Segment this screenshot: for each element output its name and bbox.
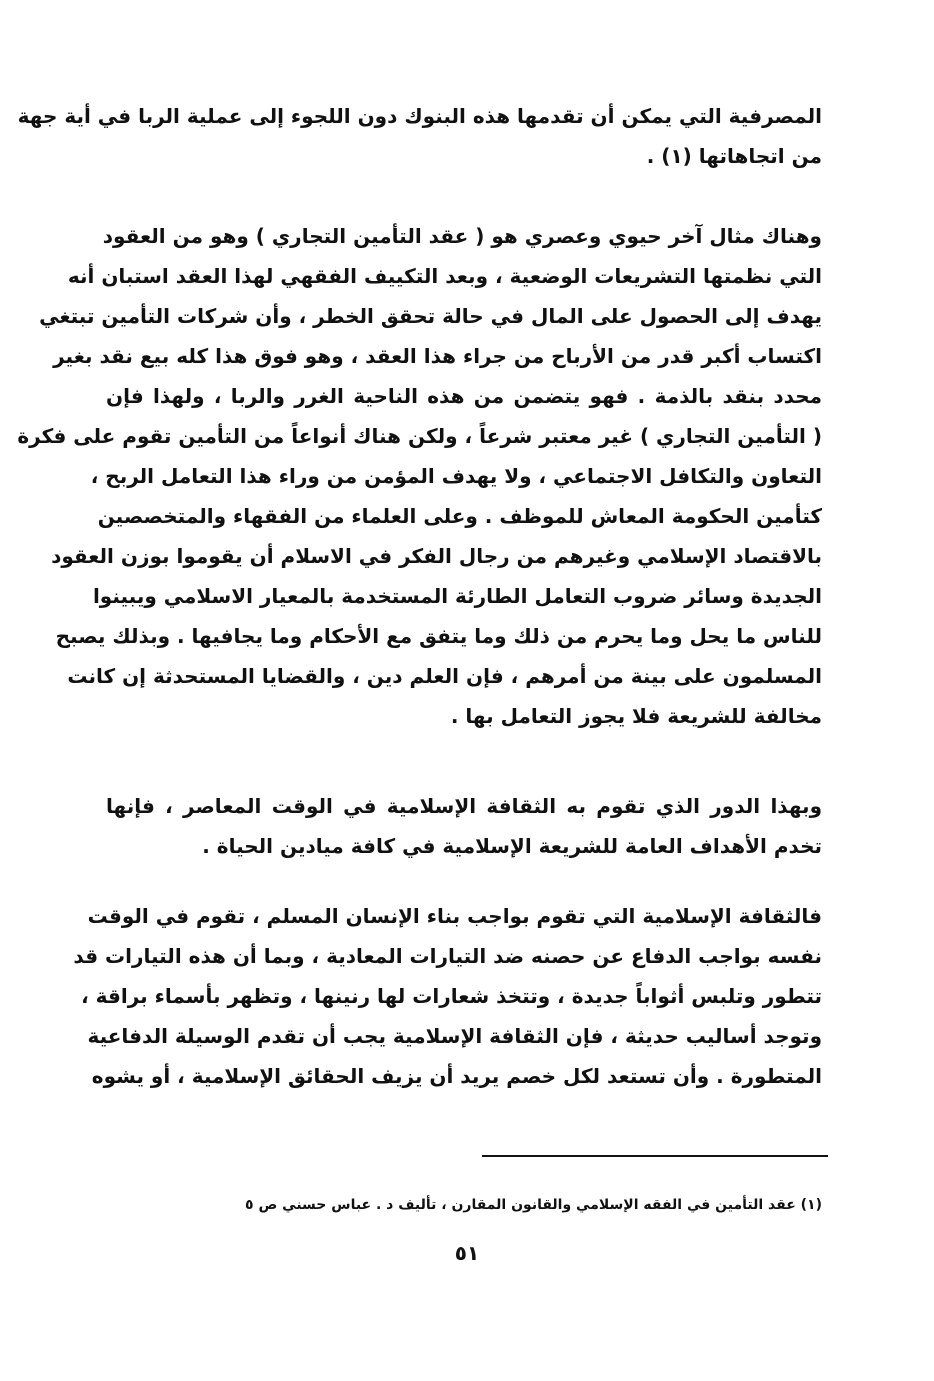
paragraph-line: فالثقافة الإسلامية التي تقوم بواجب بناء الإنسان المسلم ، تقوم في الوقت — [87, 904, 822, 928]
paragraph-line: التي نظمتها التشريعات الوضعية ، وبعد التكييف الفقهي لهذا العقد استبان أنه — [67, 264, 822, 288]
paragraph-line: تتطور وتلبس أثواباً جديدة ، وتتخذ شعارات لها رنينها ، وتظهر بأسماء براقة ، — [81, 984, 822, 1008]
paragraph-line: وهناك مثال آخر حيوي وعصري هو ( عقد التأمين التجاري ) وهو من العقود — [102, 224, 822, 248]
paragraph-line: للناس ما يحل وما يحرم من ذلك وما يتفق مع الأحكام وما يجافيها . وبذلك يصبح — [55, 624, 822, 648]
paragraph-line: من اتجاهاتها (١) . — [646, 144, 822, 168]
paragraph-line: المتطورة . وأن تستعد لكل خصم يريد أن يزيف الحقائق الإسلامية ، أو يشوه — [91, 1064, 822, 1088]
paragraph-line: اكتساب أكبر قدر من الأرباح من جراء هذا العقد ، وهو فوق هذا كله بيع نقد بغير — [53, 344, 822, 368]
paragraph-line: تخدم الأهداف العامة للشريعة الإسلامية في كافة ميادين الحياة . — [202, 834, 822, 858]
page-number: ٥١ — [454, 1241, 480, 1265]
paragraph-line: كتأمين الحكومة المعاش للموظف . وعلى العلماء من الفقهاء والمتخصصين — [97, 504, 822, 528]
paragraph-line: الجديدة وسائر ضروب التعامل الطارئة المستخدمة بالمعيار الاسلامي ويبينوا — [92, 584, 822, 608]
footnote-divider — [482, 1155, 828, 1157]
paragraph-line: مخالفة للشريعة فلا يجوز التعامل بها . — [450, 704, 822, 728]
paragraph-line: بالاقتصاد الإسلامي وغيرهم من رجال الفكر في الاسلام أن يقوموا بوزن العقود — [51, 544, 822, 568]
paragraph-line: وتوجد أساليب حديثة ، فإن الثقافة الإسلامية يجب أن تقدم الوسيلة الدفاعية — [87, 1024, 822, 1048]
paragraph-line: محدد بنقد بالذمة . فهو يتضمن من هذه الناحية الغرر والربا ، ولهذا فإن — [106, 384, 822, 408]
paragraph-line: يهدف إلى الحصول على المال في حالة تحقق الخطر ، وأن شركات التأمين تبتغي — [39, 304, 822, 328]
paragraph-line: التعاون والتكافل الاجتماعي ، ولا يهدف المؤمن من وراء هذا التعامل الربح ، — [90, 464, 822, 488]
paragraph-line: المصرفية التي يمكن أن تقدمها هذه البنوك دون اللجوء إلى عملية الربا في أية جهة — [17, 104, 822, 128]
paragraph-line: المسلمون على بينة من أمرهم ، فإن العلم دين ، والقضايا المستحدثة إن كانت — [67, 664, 822, 688]
paragraph-line: ( التأمين التجاري ) غير معتبر شرعاً ، ولكن هناك أنواعاً من التأمين تقوم على فكرة — [17, 424, 822, 448]
footnote: (١) عقد التأمين في الفقه الإسلامي والقانون المقارن ، تأليف د . عباس حسني ص ٥ — [245, 1197, 822, 1213]
paragraph-line: وبهذا الدور الذي تقوم به الثقافة الإسلامية في الوقت المعاصر ، فإنها — [106, 794, 822, 818]
paragraph-line: نفسه بواجب الدفاع عن حصنه ضد التيارات المعادية ، وبما أن هذه التيارات قد — [73, 944, 822, 968]
